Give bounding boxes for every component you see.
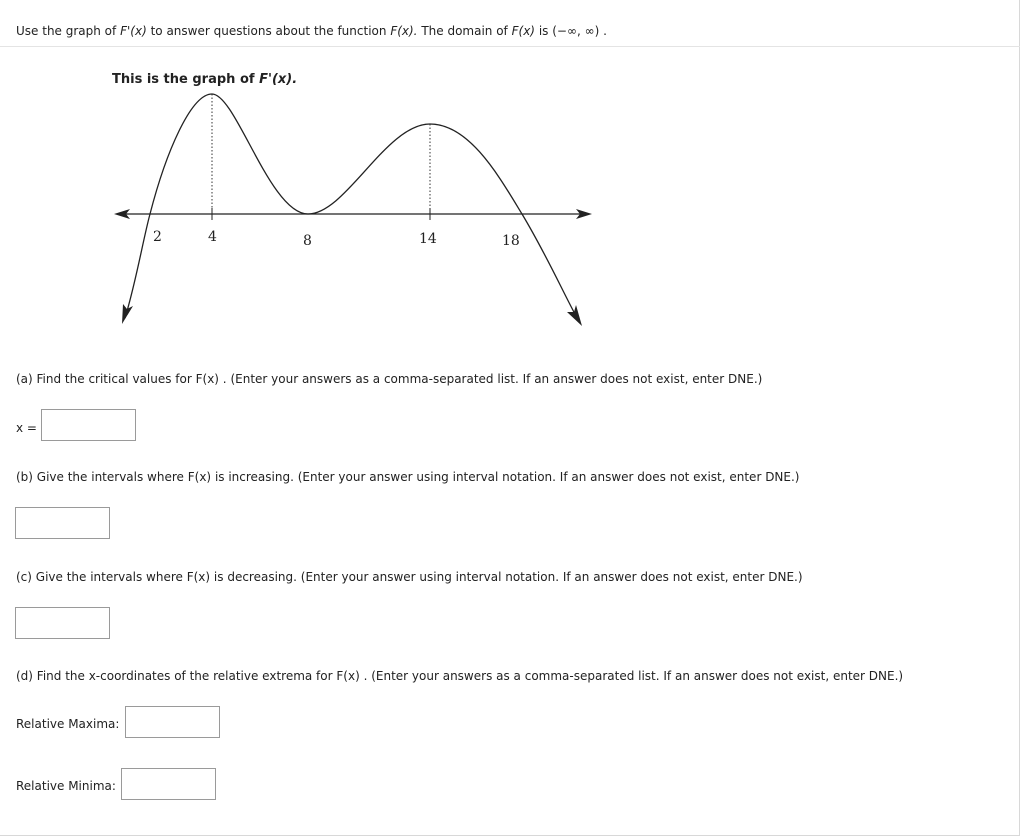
intro-is: is (538, 24, 549, 38)
intro-f: F(x). (390, 24, 418, 38)
intro-fprime: F'(x) (120, 24, 147, 38)
tick-label-8: 8 (303, 233, 312, 249)
graph-title-fprime: F'(x). (259, 72, 298, 87)
critical-values-input[interactable] (41, 409, 136, 441)
part-c-suffix: is decreasing. (Enter your answer using interval notation. If an answer does not exist, enter DNE.) (213, 570, 803, 584)
decreasing-intervals-input[interactable] (15, 607, 110, 639)
intro-middle: to answer questions about the function (150, 24, 387, 38)
tick-label-18: 18 (502, 233, 520, 249)
part-a-prompt (16, 372, 762, 386)
intro-interval: (−∞, ∞) . (552, 24, 607, 38)
part-c-prompt (16, 570, 803, 584)
intro-f2: F(x) (511, 24, 535, 38)
intro-domain-text: The domain of (421, 24, 508, 38)
graph-title-prefix: This is the graph of (112, 72, 255, 87)
part-d-prefix: (d) Find the x-coordinates of the relative extrema for (16, 669, 333, 683)
intro-prefix: Use the graph of (16, 24, 117, 38)
part-b-func: F(x) (187, 470, 212, 484)
relative-maxima-input[interactable] (125, 706, 220, 738)
relative-maxima-label: Relative Maxima: (16, 717, 120, 731)
tick-label-2: 2 (153, 229, 162, 245)
section-divider (0, 46, 1020, 47)
curve-right-arrow-icon (567, 305, 582, 326)
part-a-x-label: x = (16, 421, 37, 435)
increasing-intervals-input[interactable] (15, 507, 110, 539)
relative-minima-label: Relative Minima: (16, 779, 116, 793)
part-a-func: F(x) . (195, 372, 227, 386)
part-b-prompt (16, 470, 800, 484)
part-b-suffix: is increasing. (Enter your answer using interval notation. If an answer does not exist, enter DNE.) (214, 470, 800, 484)
part-d-func: F(x) . (336, 669, 368, 683)
derivative-graph (100, 85, 610, 330)
part-b-prefix: (b) Give the intervals where (16, 470, 184, 484)
part-a-prefix: (a) Find the critical values for (16, 372, 192, 386)
relative-minima-input[interactable] (121, 768, 216, 800)
part-d-suffix: (Enter your answers as a comma-separated list. If an answer does not exist, enter DNE.) (371, 669, 904, 683)
derivative-curve (125, 94, 576, 318)
question-intro (16, 24, 607, 38)
tick-label-4: 4 (208, 229, 217, 245)
part-a-suffix: (Enter your answers as a comma-separated list. If an answer does not exist, enter DNE.) (230, 372, 763, 386)
part-d-prompt (16, 669, 903, 683)
part-c-prefix: (c) Give the intervals where (16, 570, 183, 584)
part-c-func: F(x) (186, 570, 211, 584)
tick-label-14: 14 (419, 231, 437, 247)
